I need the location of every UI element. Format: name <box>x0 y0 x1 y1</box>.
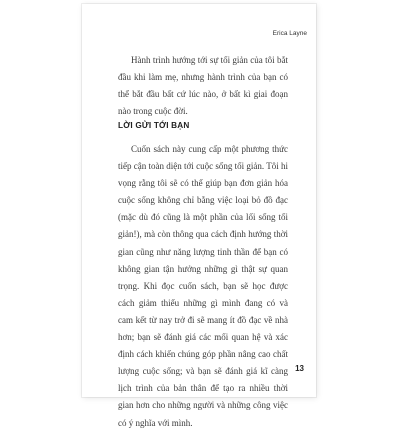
letter-paragraph: Cuốn sách này cung cấp một phương thức tiếp cận toàn diện tới cuộc sống tối giản. Tôi hi vọng rằng tôi sẽ có thể giúp bạn đơn giản hóa cuộc sống không chỉ bằng việc loại bỏ đồ đạc (mặc dù đó cũng là một phần của lối sống tối giản!), mà còn thông qua cách định hướng thời gian cũng như năng lượng tinh thần để bạn có không gian tận hưởng những gì thật sự quan trọng. Khi đọc cuốn sách, bạn sẽ học được cách giảm thiểu những gì mình đang có và cam kết từ nay trở đi sẽ mang ít đồ đạc về nhà hơn; bạn sẽ đánh giá các mối quan hệ và xác định cách khiến chúng góp phần nâng cao chất lượng cuộc sống; và bạn sẽ đánh giá kĩ càng lịch trình của bản thân để tạo ra nhiều thời gian hơn cho những người và những công việc có ý nghĩa với mình. <box>118 144 288 428</box>
page-number: 13 <box>295 364 304 373</box>
intro-paragraph: Hành trình hướng tới sự tối giản của tôi bắt đầu khi làm mẹ, nhưng hành trình của bạn có thể bắt đầu bất cứ lúc nào, ở bất kì giai đoạn nào trong cuộc đời. <box>118 55 288 117</box>
section-heading: LỜI GỬI TỚI BẠN <box>118 121 190 130</box>
book-page <box>82 4 316 428</box>
running-header-author: Erica Layne <box>272 30 307 37</box>
